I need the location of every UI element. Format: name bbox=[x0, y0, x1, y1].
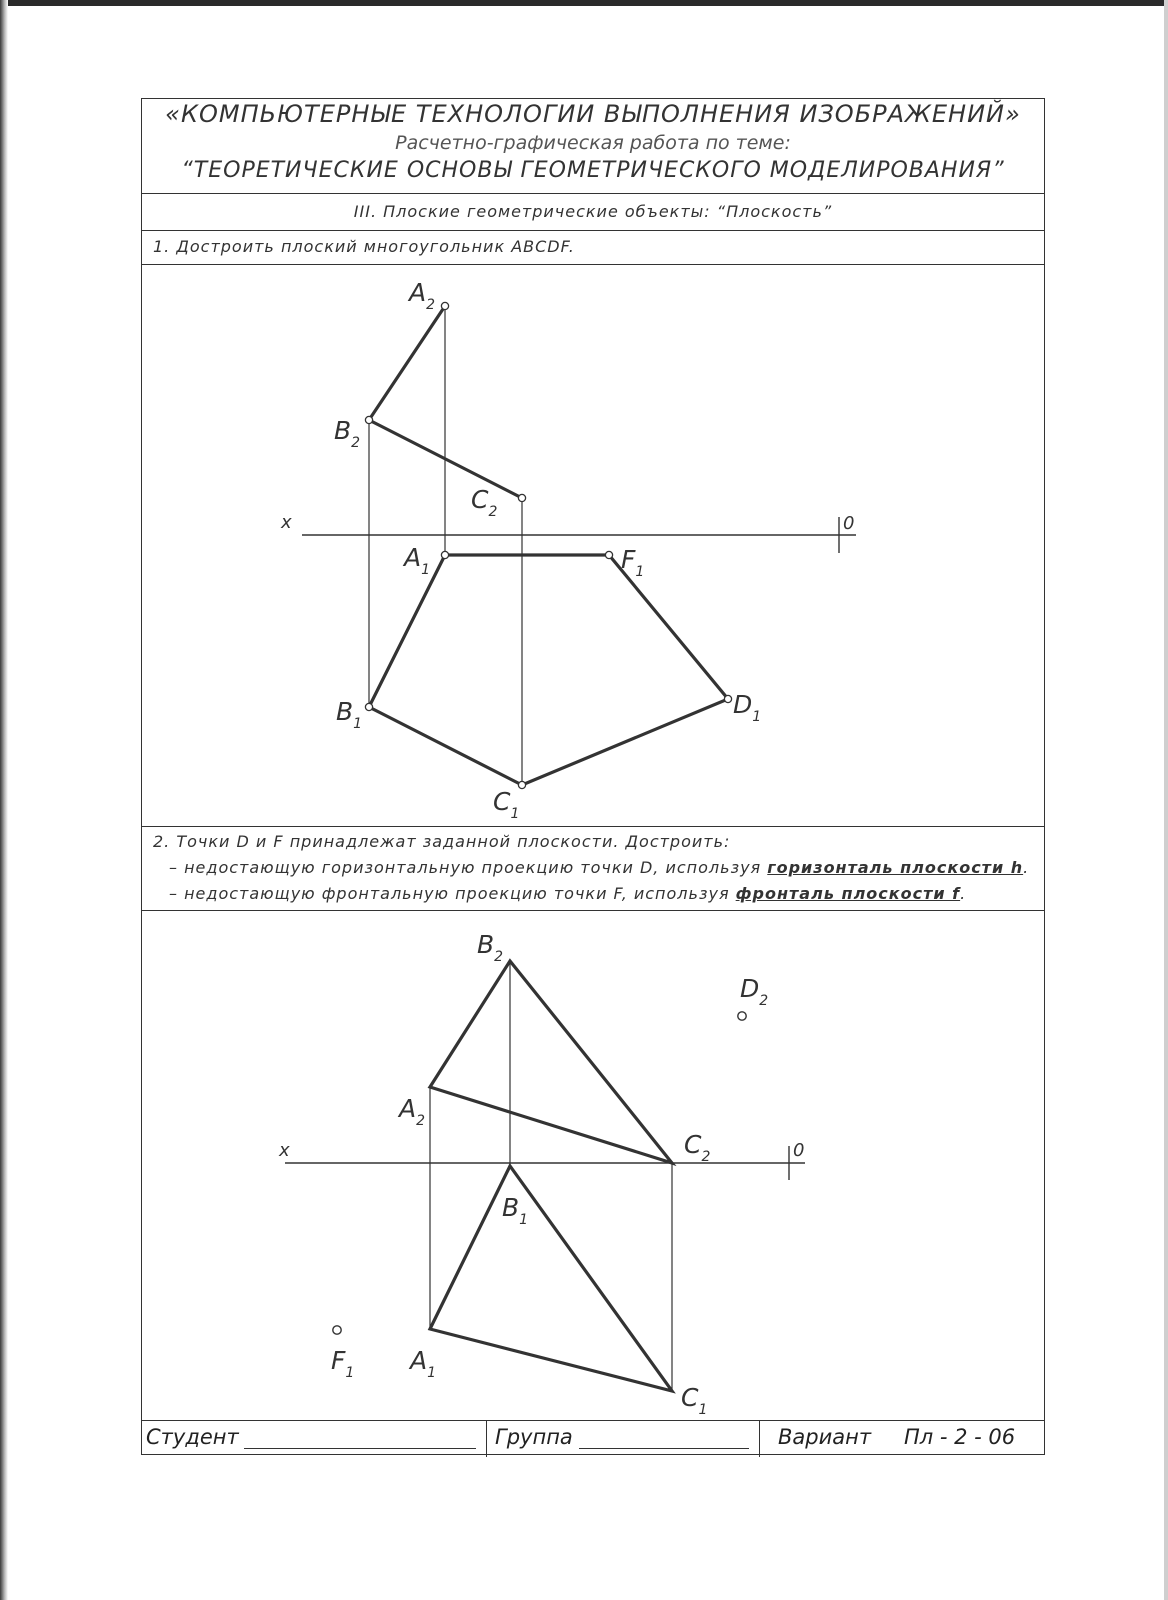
point-d1 bbox=[724, 695, 731, 702]
label-c2: $C_2$ bbox=[684, 1130, 711, 1165]
point-a2 bbox=[441, 302, 448, 309]
label-f1: $F_1$ bbox=[621, 545, 645, 580]
task2-line3-prefix: – недостающую фронтальную проекцию точки F, используя bbox=[169, 884, 736, 903]
point-c1 bbox=[518, 781, 525, 788]
variant-value: Пл - 2 - 06 bbox=[904, 1425, 1016, 1449]
label-c2: $C_2$ bbox=[471, 485, 498, 520]
point-f1 bbox=[605, 551, 612, 558]
horizontal-projection-abcdf bbox=[369, 555, 728, 785]
frontal-projection-abc bbox=[430, 961, 672, 1163]
label-a2: $A_2$ bbox=[399, 1094, 426, 1129]
label-b2: $B_2$ bbox=[334, 416, 361, 451]
variant-label: Вариант bbox=[778, 1425, 872, 1449]
point-d2 bbox=[738, 1012, 746, 1020]
axis-x-label: x bbox=[279, 1140, 290, 1161]
student-label: Студент bbox=[146, 1425, 239, 1449]
label-a1: $A_1$ bbox=[404, 543, 431, 578]
label-d2: $D_2$ bbox=[740, 974, 769, 1009]
group-label: Группа bbox=[495, 1425, 573, 1449]
axis-x-label: x bbox=[281, 512, 292, 533]
task2-line1: 2. Точки D и F принадлежат заданной плоскости. Достроить: bbox=[153, 832, 731, 851]
task1-text: 1. Достроить плоский многоугольник ABCDF. bbox=[153, 237, 575, 256]
label-a2: $A_2$ bbox=[409, 278, 436, 313]
point-b2 bbox=[365, 416, 372, 423]
topic-title: “ТЕОРЕТИЧЕСКИЕ ОСНОВЫ ГЕОМЕТРИЧЕСКОГО МОДЕЛИРОВАНИЯ” bbox=[181, 158, 1005, 183]
task2-line2-prefix: – недостающую горизонтальную проекцию точки D, используя bbox=[169, 858, 768, 877]
point-b1 bbox=[365, 703, 372, 710]
label-f1: $F_1$ bbox=[331, 1346, 355, 1381]
point-c2 bbox=[518, 494, 525, 501]
horizontal-plane-term: горизонталь плоскости h bbox=[767, 858, 1024, 877]
axis-origin-label: 0 bbox=[793, 1140, 805, 1161]
point-a1 bbox=[441, 551, 448, 558]
label-c1: $C_1$ bbox=[681, 1383, 708, 1418]
work-type: Расчетно-графическая работа по теме: bbox=[395, 132, 791, 154]
label-a1: $A_1$ bbox=[410, 1346, 437, 1381]
task1-drawing bbox=[280, 278, 856, 822]
task2-drawing bbox=[278, 930, 805, 1418]
label-b1: $B_1$ bbox=[502, 1193, 529, 1228]
label-b2: $B_2$ bbox=[477, 930, 504, 965]
horizontal-projection-abc bbox=[430, 1166, 672, 1391]
task2-line3-suffix: . bbox=[960, 884, 967, 903]
section-title: III. Плоские геометрические объекты: “Плоскость” bbox=[353, 202, 833, 221]
task2-line2-suffix: . bbox=[1023, 858, 1030, 877]
axis-origin-label: 0 bbox=[843, 513, 855, 534]
label-b1: $B_1$ bbox=[336, 697, 363, 732]
label-c1: $C_1$ bbox=[493, 787, 520, 822]
course-title: «КОМПЬЮТЕРНЫЕ ТЕХНОЛОГИИ ВЫПОЛНЕНИЯ ИЗОБРАЖЕНИЙ» bbox=[165, 100, 1021, 128]
point-f1 bbox=[333, 1326, 341, 1334]
frontal-plane-term: фронталь плоскости f bbox=[735, 884, 961, 903]
label-d1: $D_1$ bbox=[733, 690, 762, 725]
